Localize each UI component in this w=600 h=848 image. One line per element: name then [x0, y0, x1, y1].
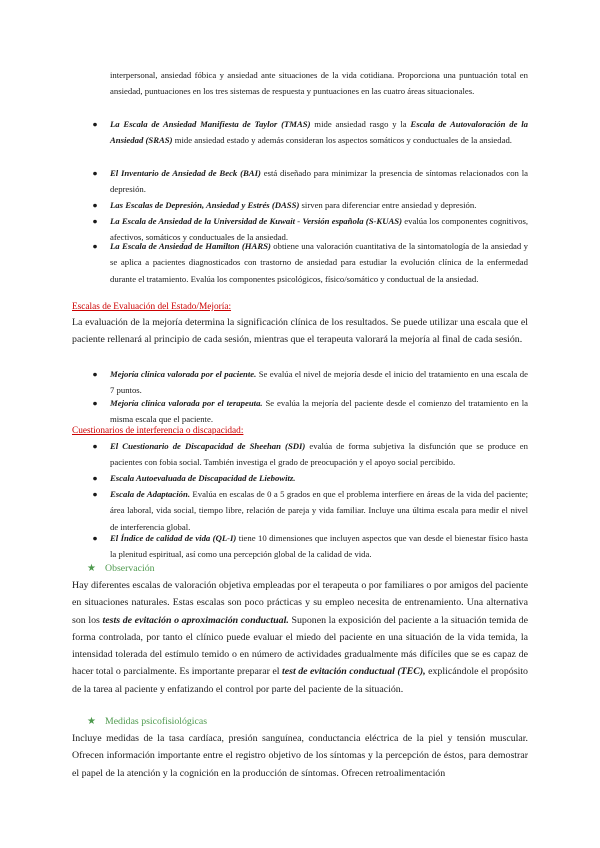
- bullet-icon: ●: [92, 441, 98, 451]
- list-item: ● Las Escalas de Depresión, Ansiedad y Estrés (DASS) sirven para diferenciar entre ansiedad y depresión.: [110, 197, 528, 213]
- list-item: ● El Inventario de Ansiedad de Beck (BAI) está diseñado para minimizar la presencia de síntomas relacionados con la depresión.: [110, 165, 528, 198]
- bullet-icon: ●: [92, 489, 98, 499]
- bullet-icon: ●: [92, 473, 98, 483]
- list-item: ● La Escala de Ansiedad de Hamilton (HARS) obtiene una valoración cuantitativa de la sintomatología de la ansiedad y se aplica a pacientes diagnosticados con trastorno de ansiedad para estudiar la evolución clínica de la enfermedad durante el tratamiento. Evalúa los componentes psicológicos, físico/somático y conductual de la ansiedad.: [110, 238, 528, 287]
- list-item: ● Mejoría clínica valorada por el terapeuta. Se evalúa la mejoría del paciente desde el comienzo del tratamiento en la misma escala que el paciente.: [110, 395, 528, 428]
- section-heading-mejoria: Escalas de Evaluación del Estado/Mejoría:: [72, 302, 232, 312]
- list-item: ● La Escala de Ansiedad de la Universidad de Kuwait - Versión española (S-KUAS) evalúa los componentes cognitivos, afectivos, somáticos y conductuales de la ansiedad.: [110, 213, 528, 246]
- bullet-icon: ●: [92, 369, 98, 379]
- section-heading-observacion: ★ Observación: [87, 561, 155, 577]
- list-item: ● Escala Autoevaluada de Discapacidad de Liebowitz.: [110, 470, 528, 486]
- list-item: ● Mejoría clínica valorada por el paciente. Se evalúa el nivel de mejoría desde el inicio del tratamiento en una escala de 7 puntos.: [110, 366, 528, 399]
- list-item: ● La Escala de Ansiedad Manifiesta de Taylor (TMAS) mide ansiedad rasgo y la Escala de Autovaloración de la Ansiedad (SRAS) mide ansiedad estado y además consideran los aspectos somáticos y conductuales de la ansiedad.: [110, 116, 528, 149]
- list-item: ● El Índice de calidad de vida (QL-I) tiene 10 dimensiones que incluyen aspectos que van desde el bienestar físico hasta la plenitud espiritual, así como una percepción global de la calidad de vida.: [110, 530, 528, 563]
- paragraph-psicofisiologicas: Incluye medidas de la tasa cardíaca, presión sanguínea, conductancia eléctrica de la piel y tensión muscular. Ofrecen información importante entre el registro objetivo de los síntomas y la percepción de éstos, para demostrar el papel de la atención y la cognición en la producción de síntomas. Ofrecen retroalimentación: [72, 733, 528, 779]
- section-heading-interferencia: Cuestionarios de interferencia o discapacidad:: [72, 426, 244, 436]
- bullet-icon: ●: [92, 168, 98, 178]
- list-item: ● Escala de Adaptación. Evalúa en escalas de 0 a 5 grados en que el problema interfiere en áreas de la vida del paciente; área laboral, vida social, tiempo libre, relación de pareja y vida familiar. Incluye una última escala para medir el nivel de interferencia global.: [110, 486, 528, 535]
- star-icon: ★: [87, 563, 96, 574]
- bullet-icon: ●: [92, 200, 98, 210]
- bullet-icon: ●: [92, 216, 98, 226]
- list-item: ● El Cuestionario de Discapacidad de Sheehan (SDI) evalúa de forma subjetiva la disfunción que se produce en pacientes con fobia social. También investiga el grado de preocupación y el apoyo social percibido.: [110, 438, 528, 471]
- bullet-icon: ●: [92, 533, 98, 543]
- paragraph-observacion: Hay diferentes escalas de valoración objetiva empleadas por el terapeuta o por familiares o por amigos del paciente en situaciones naturales. Estas escalas son poco prácticas y su empleo necesita de entrenamiento. Una alternativa son los tests de evitación o aproximación conductual. Suponen la exposición del paciente a la situación temida de forma controlada, por tanto el clínico puede evaluar el miedo del paciente en una situación de la vida temida, la intensidad tolerada del estímulo temido o en número de actividades gradualmente más difíciles que se es capaz de hacer total o parcialmente. Es importante preparar el test de evitación conductual (TEC), explicándole el propósito de la tarea al paciente y enfatizando el control por parte del paciente de la situación.: [72, 580, 528, 695]
- section-heading-psicofisiologicas: ★ Medidas psicofisiológicas: [87, 714, 207, 730]
- paragraph-mejoria: La evaluación de la mejoría determina la significación clínica de los resultados. Se puede utilizar una escala que el paciente rellenará al principio de cada sesión, mientras que el terapeuta valorará la mejoría al final de cada sesión.: [72, 317, 528, 346]
- continuation-paragraph: interpersonal, ansiedad fóbica y ansiedad ante situaciones de la vida cotidiana. Proporciona una puntuación total en ansiedad, puntuaciones en los tres sistemas de respuesta y puntuaciones en las cuatro áreas situacionales.: [110, 70, 528, 97]
- bullet-icon: ●: [92, 241, 98, 251]
- star-icon: ★: [87, 716, 96, 727]
- bullet-icon: ●: [92, 398, 98, 408]
- bullet-icon: ●: [92, 119, 98, 129]
